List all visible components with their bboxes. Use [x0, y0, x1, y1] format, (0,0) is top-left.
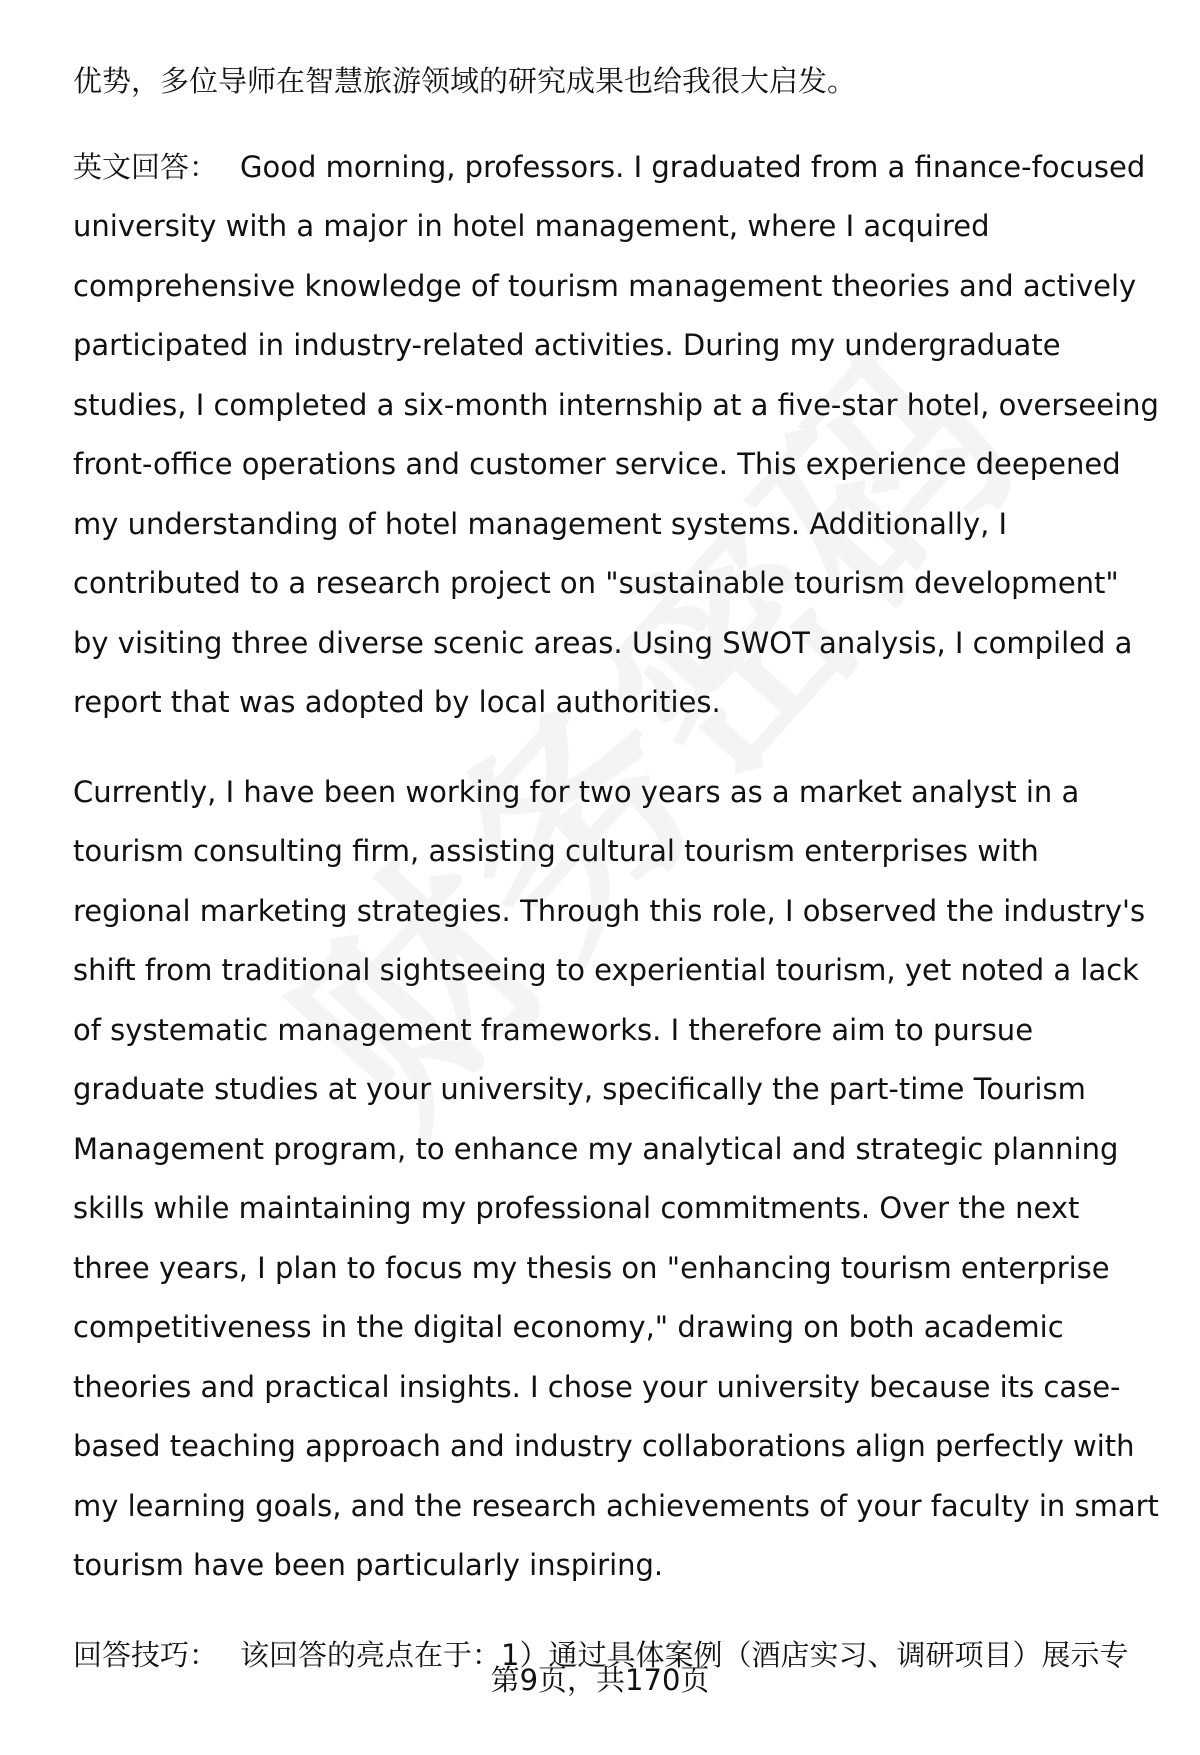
tips-text: 该回答的亮点在于：1）通过具体案例（酒店实习、调研项目）展示专 — [240, 1637, 1129, 1672]
page-indicator: 第9页，共170页 — [490, 1663, 710, 1697]
english-answer-label: 英文回答： — [73, 149, 219, 184]
tips-label: 回答技巧： — [73, 1637, 219, 1672]
intro-line: 优势，多位导师在智慧旅游领域的研究成果也给我很大启发。 — [73, 64, 857, 98]
english-answer-paragraph-1 — [73, 138, 1163, 733]
document-body — [73, 52, 1163, 1685]
english-answer-paragraph-2: Currently, I have been working for two years as a market analyst in a tourism consulting firm, assisting cultural tourism enterprises with regional marketing strategies. Through this role, I observed the industry's shift from traditional sightseeing to experiential tourism, yet noted a lack of systematic management frameworks. I therefore aim to pursue graduate studies at your university, specifically the part-time Tourism Management program, to enhance my analytical and strategic planning skills while maintaining my professional commitments. Over the next three years, I plan to focus my thesis on "enhancing tourism enterprise competitiveness in the digital economy," drawing on both academic theories and practical insights. I chose your university because its case-based teaching approach and industry collaborations align perfectly with my learning goals, and the research achievements of your faculty in smart tourism have been particularly inspiring. — [73, 774, 1159, 1582]
english-answer-text-1: Good morning, professors. I graduated from a finance-focused university with a major in hotel management, where I acquired comprehensive knowledge of tourism management theories and actively participated in industry-related activities. During my undergraduate studies, I completed a six-month internship at a five-star hotel, overseeing front-office operations and customer service. This experience deepened my understanding of hotel management systems. Additionally, I contributed to a research project on "sustainable tourism development" by visiting three diverse scenic areas. Using SWOT analysis, I compiled a report that was adopted by local authorities. — [73, 149, 1159, 719]
